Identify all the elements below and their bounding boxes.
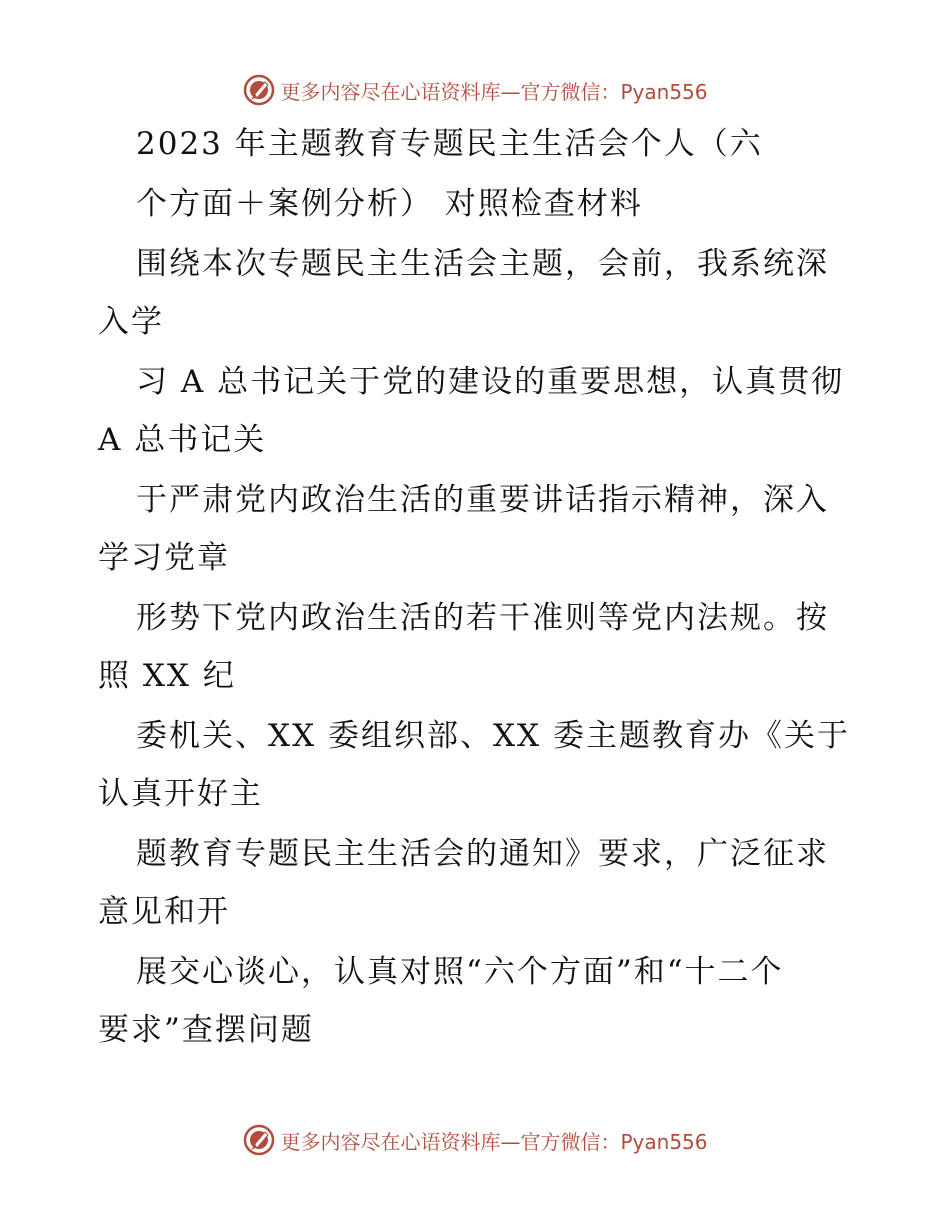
paragraph-line: 入学 — [98, 304, 164, 340]
paragraph-line: A 总书记关 — [98, 422, 267, 458]
paragraph-line: 展交心谈心，认真对照“六个方面”和“十二个 — [136, 954, 784, 990]
brand-logo-icon — [242, 1123, 276, 1157]
paragraph-line: 照 XX 纪 — [98, 658, 236, 694]
paragraph-line: 围绕本次专题民主生活会主题，会前，我系统深 — [136, 246, 829, 282]
document-title-line-1: 2023 年主题教育专题民主生活会个人（六 — [136, 126, 763, 162]
paragraph-line: 于严肃党内政治生活的重要讲话指示精神，深入 — [136, 482, 829, 518]
watermark-label: 更多内容尽在心语资料库—官方微信： — [280, 1129, 621, 1154]
paragraph-line: 学习党章 — [98, 540, 230, 576]
watermark-label: 更多内容尽在心语资料库—官方微信： — [280, 79, 621, 104]
paragraph-line: 意见和开 — [98, 894, 230, 930]
paragraph-line: 形势下党内政治生活的若干准则等党内法规。按 — [136, 600, 829, 636]
watermark-text — [280, 1126, 707, 1155]
watermark-wechat-id: Pyan556 — [620, 1129, 708, 1154]
paragraph-line: 要求”查摆问题 — [98, 1012, 314, 1048]
footer-watermark — [0, 1120, 950, 1160]
paragraph-line: 习 A 总书记关于党的建设的重要思想，认真贯彻 — [136, 364, 845, 400]
paragraph-line: 委机关、XX 委组织部、XX 委主题教育办《关于 — [136, 718, 850, 754]
watermark-wechat-id: Pyan556 — [620, 79, 708, 104]
document-title-line-2: 个方面＋案例分析） 对照检查材料 — [136, 186, 643, 222]
paragraph-line: 认真开好主 — [98, 776, 263, 812]
paragraph-line: 题教育专题民主生活会的通知》要求，广泛征求 — [136, 836, 829, 872]
